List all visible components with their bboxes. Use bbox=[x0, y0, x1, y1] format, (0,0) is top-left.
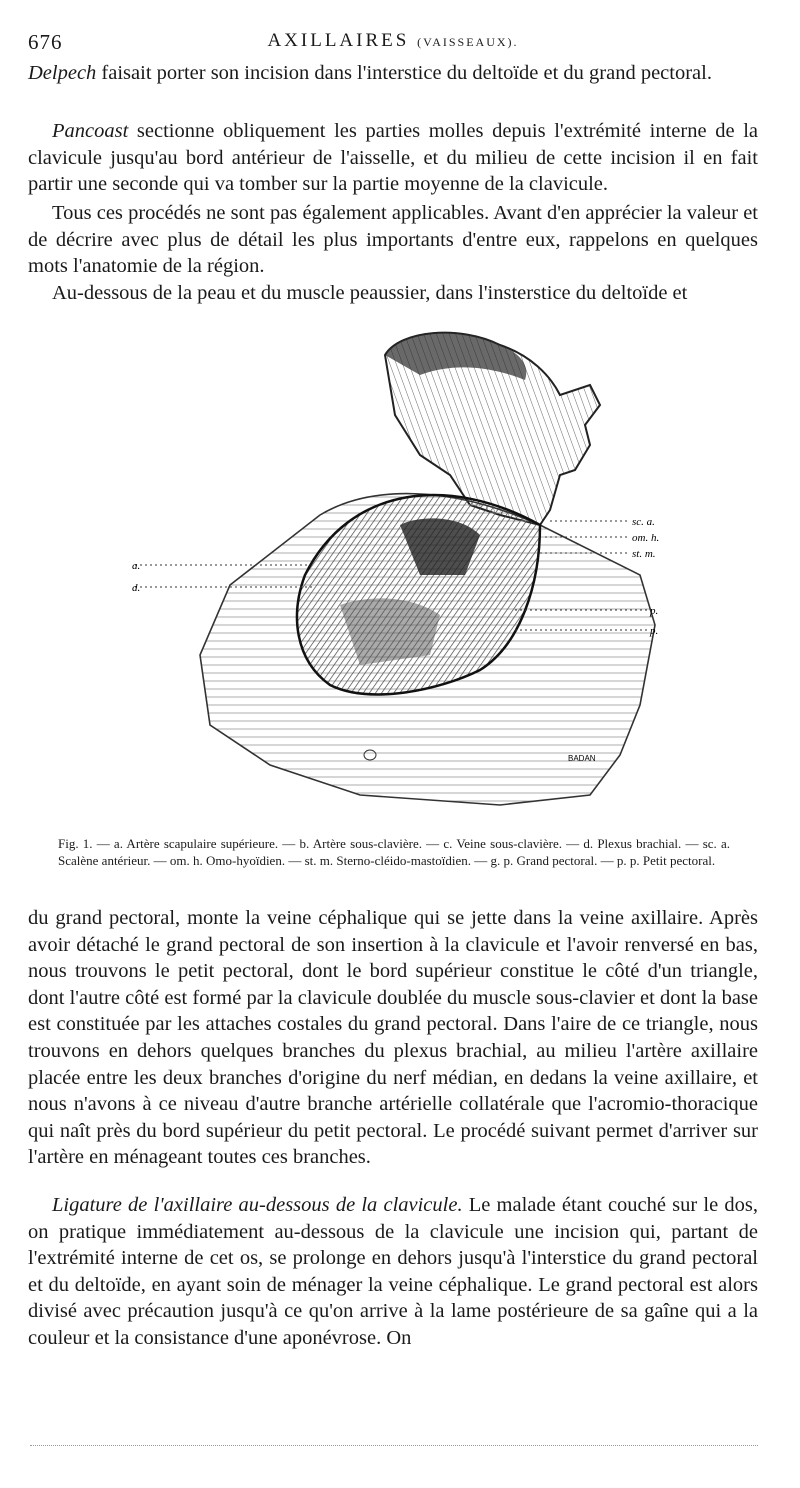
paragraph-anatomy-continued bbox=[28, 905, 758, 1171]
paragraph-text: Au-dessous de la peau et du muscle peaussier, dans l'insterstice du deltoïde et bbox=[52, 282, 688, 304]
section-title-ligature: Ligature de l'axillaire au-dessous de la clavicule. bbox=[52, 1194, 463, 1216]
running-title-main: AXILLAIRES bbox=[267, 30, 410, 51]
running-title bbox=[28, 30, 758, 52]
figure-label-p-1: p. bbox=[650, 605, 659, 617]
figure-label-st-m: st. m. bbox=[632, 548, 656, 560]
paragraph-text: Le malade étant couché sur le dos, on pratique immédiatement au-dessous de la clavicule une incision qui, partant de l'extrémité interne de cet os, se prolonge en dehors jusqu'à l'interstice du grand pectoral et du deltoïde, en ayant soin de ménager la veine céphalique. Le grand pectoral est alors divisé avec précaution jusqu'à ce qu'on arrive à la lame postérieure de sa gaîne qui a la couleur et la consistance d'une aponévrose. On bbox=[28, 1194, 758, 1349]
engraver-signature: BADAN bbox=[568, 754, 596, 763]
author-name-delpech: Delpech bbox=[28, 62, 97, 84]
paragraph-procedes bbox=[28, 200, 758, 280]
figure-label-sc-a: sc. a. bbox=[632, 516, 655, 528]
figure-caption: Fig. 1. — a. Artère scapulaire supérieure. — b. Artère sous-clavière. — c. Veine sous-clavière. — d. Plexus brachial. — sc. a. Scalène antérieur. — om. h. Omo-hyoïdien. — st. m. Sterno-cléido-mastoïdien. — g. p. Grand pectoral. — p. p. Petit pectoral. bbox=[58, 836, 730, 868]
running-title-paren: (VAISSEAUX). bbox=[417, 35, 519, 49]
engraving-illustration bbox=[120, 325, 665, 815]
paragraph-ligature bbox=[28, 1192, 758, 1352]
paragraph-anatomy-start bbox=[28, 280, 758, 307]
figure-label-p-2: p. bbox=[650, 625, 659, 637]
paragraph-text: du grand pectoral, monte la veine céphalique qui se jette dans la veine axillaire. Après avoir détaché le grand pectoral de son insertion à la clavicule et l'avoir renversé en bas, nous trouvons le petit pectoral, dont le bord supérieur constitue le côté d'un triangle, dont l'autre côté est formé par la clavicule doublée du muscle sous-clavier et dont la base est constituée par les attaches costales du grand pectoral. Dans l'aire de ce triangle, nous trouvons en dehors quelques branches du plexus brachial, au milieu l'artère axillaire placée entre les deux branches d'origine du nerf médian, en dedans la veine axillaire, et nous n'avons à ce niveau d'autre branche artérielle collatérale que l'acromio-thoracique qui naît près du bord supérieur du petit pectoral. Le procédé suivant permet d'arriver sur l'artère en ménageant toutes ces branches. bbox=[28, 907, 758, 1169]
paragraph-text: sectionne obliquement les parties molles depuis l'extrémité interne de la clavicule jusqu'au bord antérieur de l'aisselle, et du milieu de cette incision il en fait partir une seconde qui va tomber sur la partie moyenne de la clavicule. bbox=[28, 120, 758, 196]
footer-rule bbox=[30, 1445, 758, 1446]
figure-label-om-h: om. h. bbox=[632, 532, 660, 544]
author-name-pancoast: Pancoast bbox=[52, 120, 129, 142]
anatomical-figure bbox=[120, 325, 665, 815]
running-header bbox=[28, 30, 758, 58]
paragraph-text: Tous ces procédés ne sont pas également applicables. Avant d'en apprécier la valeur et de décrire avec plus de détail les plus importants d'entre eux, rappelons en quelques mots l'anatomie de la région. bbox=[28, 202, 758, 278]
paragraph-delpech bbox=[28, 60, 758, 87]
figure-label-d: d. bbox=[132, 582, 141, 594]
figure-label-a: a. bbox=[132, 560, 141, 572]
paragraph-pancoast bbox=[28, 118, 758, 198]
page-number: 676 bbox=[28, 30, 63, 54]
paragraph-text: faisait porter son incision dans l'interstice du deltoïde et du grand pectoral. bbox=[96, 62, 712, 84]
